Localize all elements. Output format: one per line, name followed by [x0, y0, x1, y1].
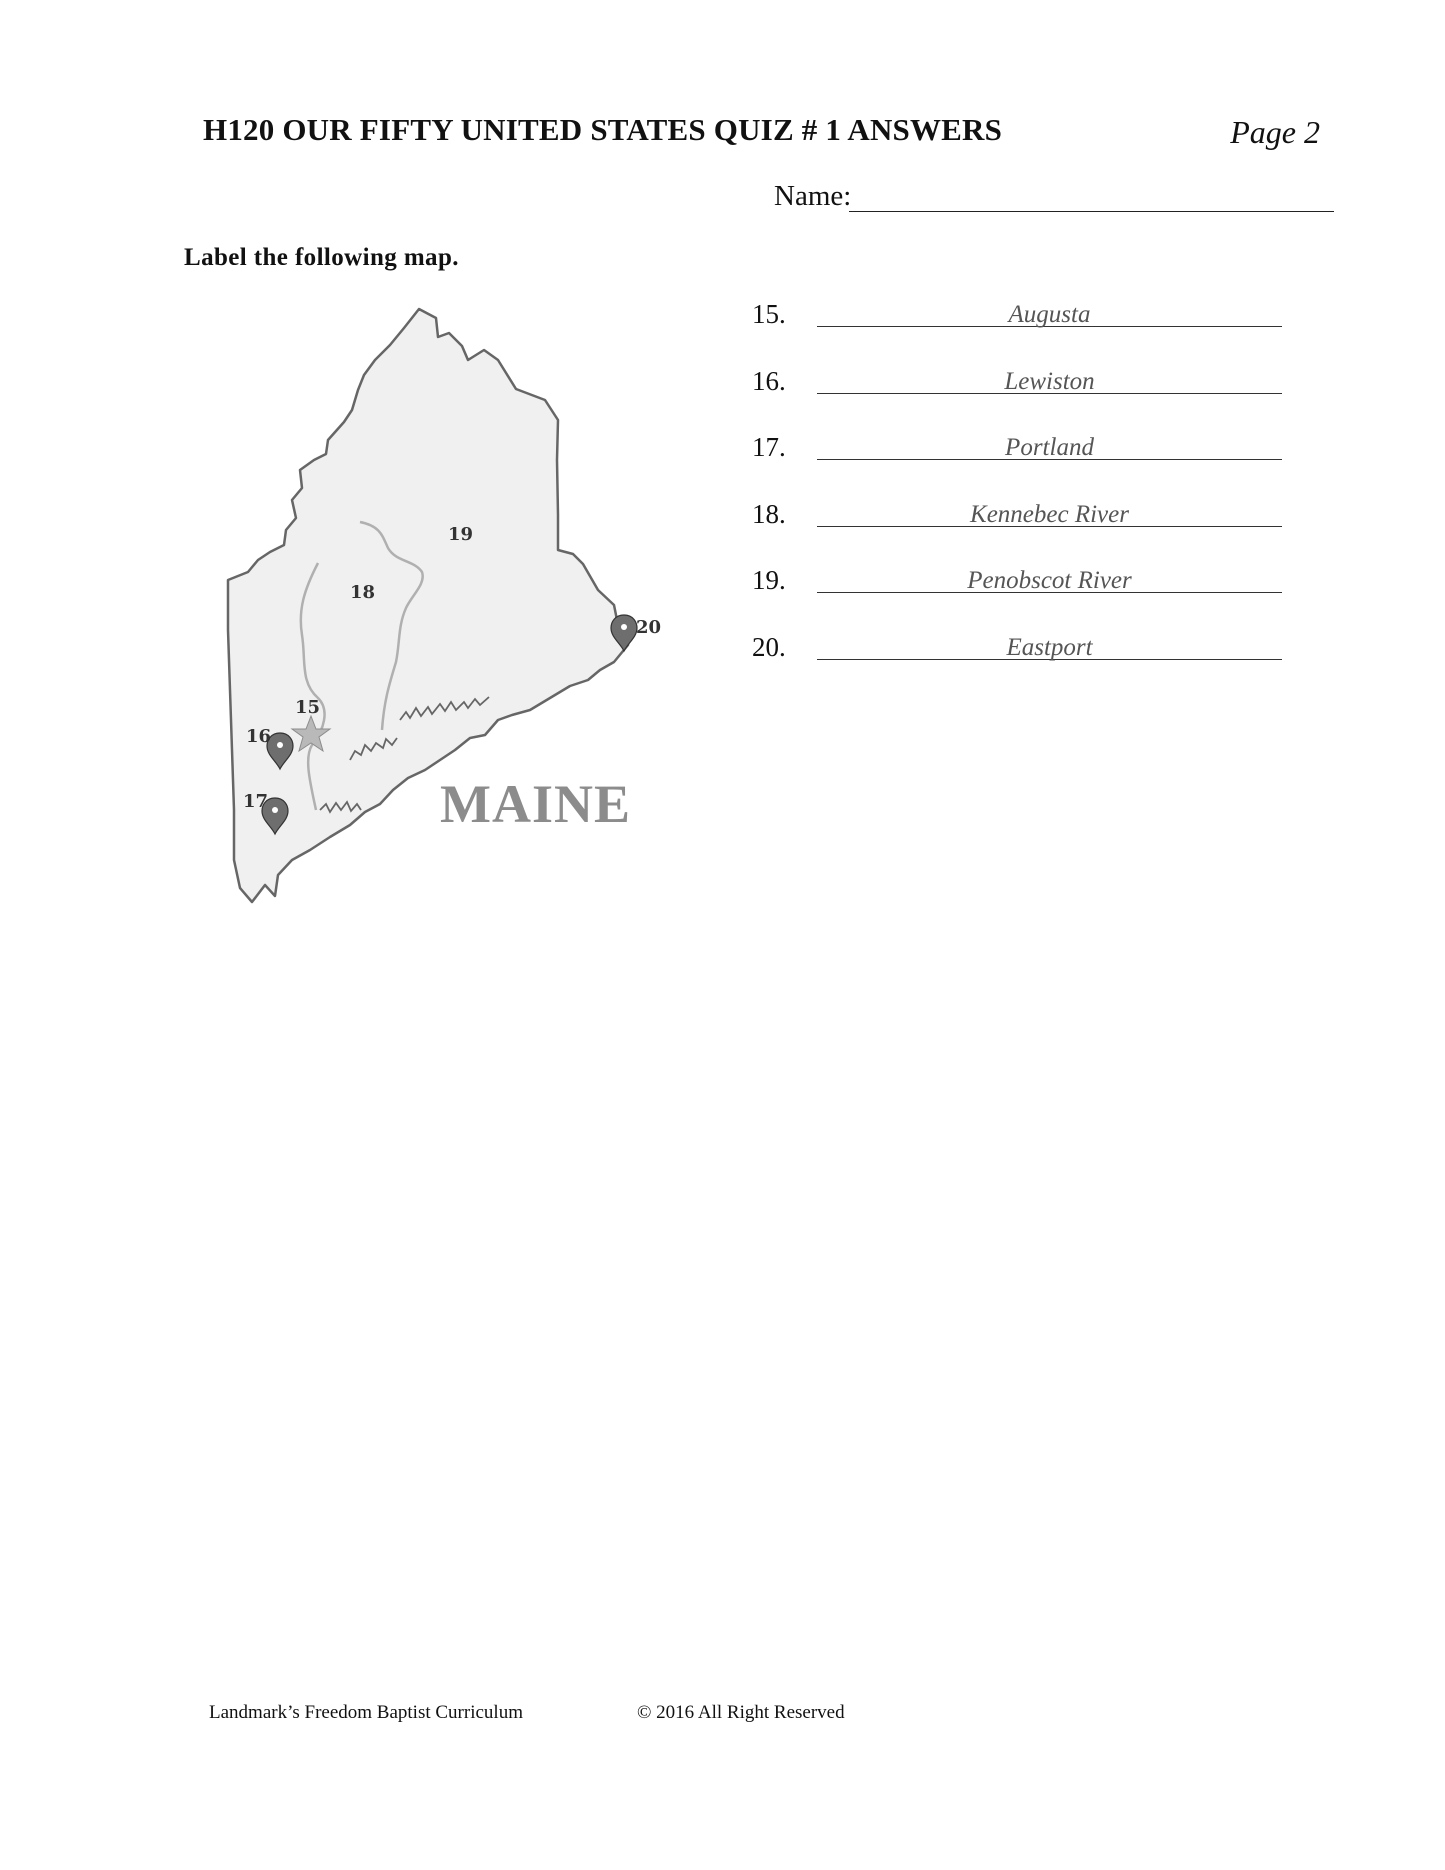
answer-text: Lewiston: [1004, 367, 1095, 395]
instruction-text: Label the following map.: [184, 244, 459, 271]
answer-number: 16.: [752, 365, 786, 396]
state-name-label: MAINE: [440, 774, 631, 834]
answer-number: 15.: [752, 299, 786, 329]
answer-row-17: [752, 428, 1292, 495]
name-field[interactable]: [774, 180, 1334, 216]
answer-row-16: [752, 362, 1292, 429]
answer-number: 18.: [752, 498, 786, 529]
answer-row-19: [752, 561, 1292, 628]
answer-row-20: [752, 628, 1292, 695]
answer-number: 19.: [752, 565, 786, 595]
marker-label-16: 16: [246, 726, 272, 747]
marker-label-20: 20: [636, 617, 662, 638]
maine-map: [200, 290, 700, 930]
marker-label-15: 15: [295, 697, 321, 718]
page-number: Page 2: [1230, 114, 1320, 150]
answer-text: Portland: [1005, 434, 1094, 461]
marker-label-18: 18: [350, 582, 376, 603]
answer-text: Penobscot River: [967, 567, 1132, 594]
name-label: Name:: [774, 180, 852, 212]
marker-label-17: 17: [243, 791, 269, 812]
footer-copyright: © 2016 All Right Reserved: [637, 1702, 845, 1723]
answer-row-18: [752, 495, 1292, 562]
answer-list: [752, 295, 1292, 694]
answer-text: Eastport: [1006, 633, 1093, 661]
footer-curriculum: Landmark’s Freedom Baptist Curriculum: [209, 1702, 523, 1723]
quiz-title: H120 OUR FIFTY UNITED STATES QUIZ # 1 ANSWERS: [203, 112, 1003, 147]
answer-text: Augusta: [1008, 301, 1091, 328]
answer-number: 17.: [752, 432, 786, 462]
answer-number: 20.: [752, 631, 786, 662]
marker-label-19: 19: [448, 524, 474, 545]
answer-row-15: [752, 295, 1292, 362]
answer-text: Kennebec River: [970, 500, 1129, 528]
name-blank-line[interactable]: [849, 211, 1334, 212]
